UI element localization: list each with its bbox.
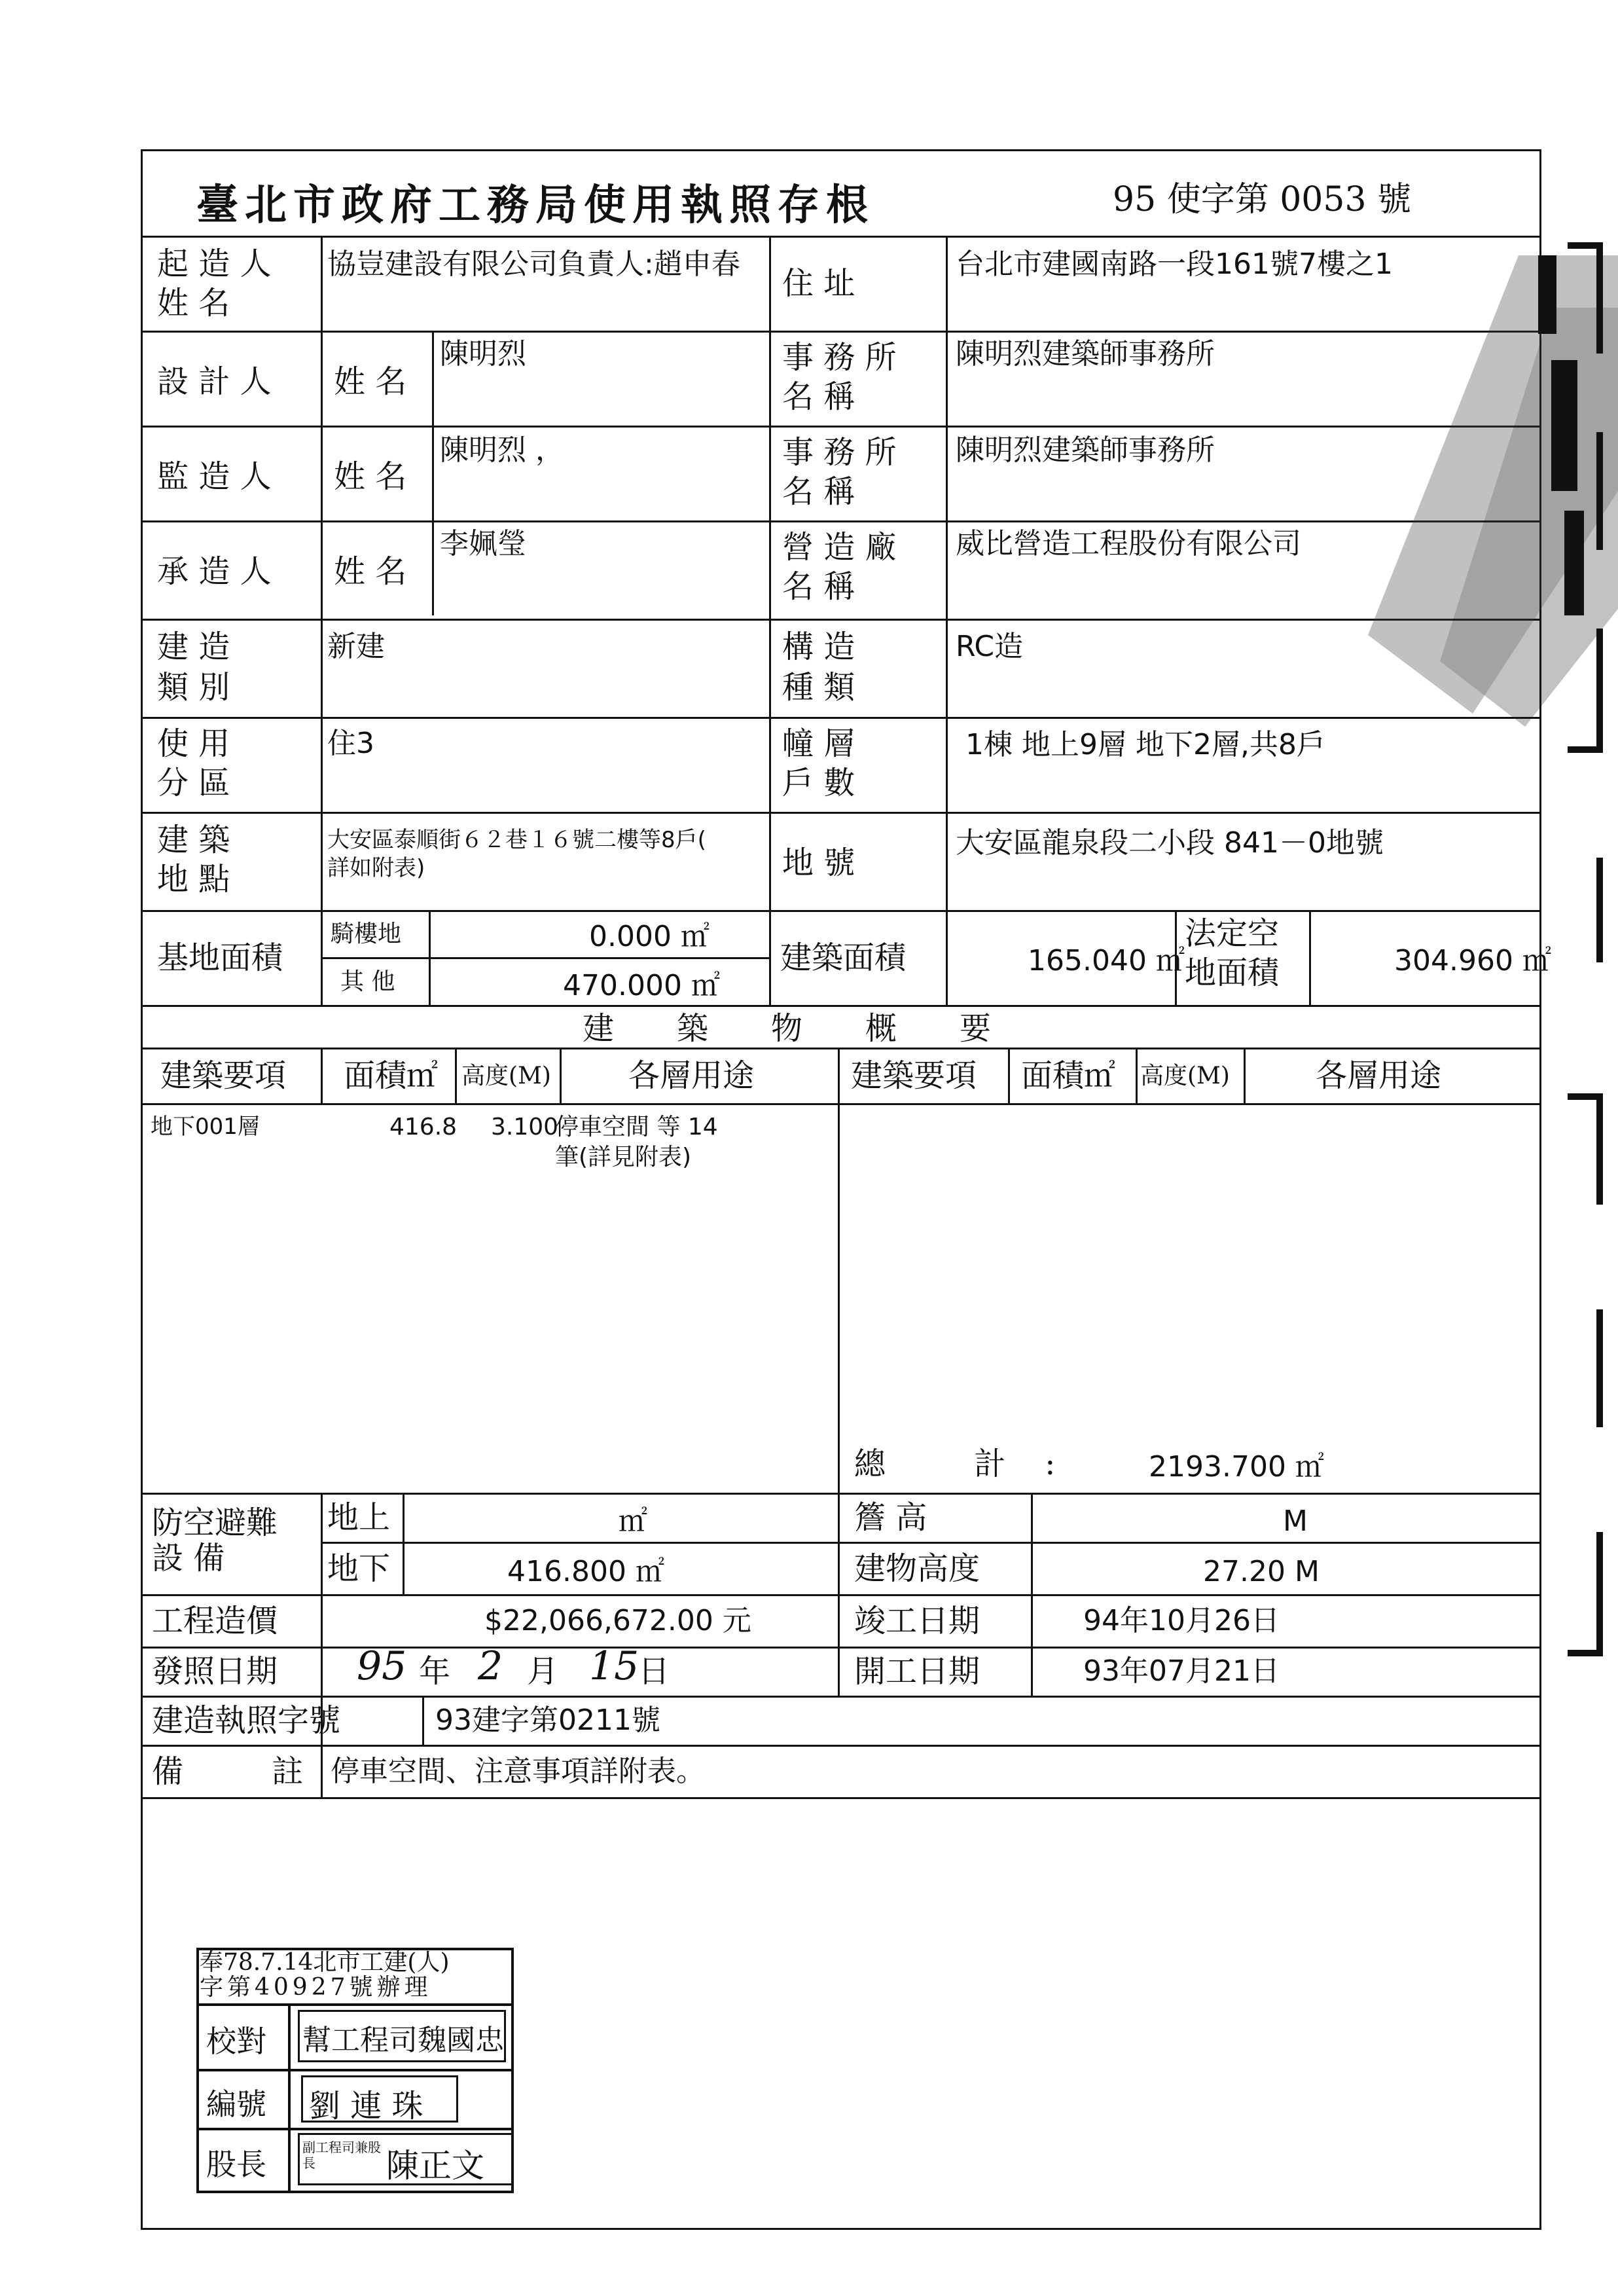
rule — [321, 957, 769, 959]
rule — [141, 1696, 1541, 1698]
builder-value: 協豈建設有限公司負責人:趙申春 — [327, 247, 740, 281]
rule — [560, 1048, 562, 1103]
col-height-right: 高度(M) — [1140, 1063, 1230, 1089]
stamp-line2: 字第40927號辦理 — [200, 1974, 432, 2001]
contractor-label: 承 造 人 — [157, 553, 272, 590]
construction-permit-label: 建造執照字號 — [152, 1702, 341, 1739]
rule — [141, 1797, 1541, 1799]
stamp-rule — [288, 2003, 291, 2193]
permit-number: 95 使字第 0053 號 — [1113, 180, 1412, 219]
issue-year-unit: 年 — [419, 1653, 451, 1690]
rule — [141, 1103, 1541, 1105]
lot-value: 大安區龍泉段二小段 841－0地號 — [956, 826, 1384, 860]
builder-address-value: 台北市建國南路一段161號7樓之1 — [956, 247, 1393, 281]
finish-date-value: 94年10月26日 — [1083, 1604, 1280, 1637]
builder-address-label: 住 址 — [782, 265, 855, 302]
col-use-left: 各層用途 — [628, 1057, 755, 1094]
remark-value: 停車空間、注意事項詳附表。 — [331, 1755, 705, 1788]
site-value-line1: 大安區泰順街６２巷１６號二樓等8戶( — [327, 827, 706, 853]
supervisor-name-label: 姓 名 — [334, 458, 407, 495]
supervisor-office-label-line1: 事 務 所 — [782, 434, 897, 471]
stamp-chief-value: 陳正文 — [386, 2147, 484, 2185]
rule — [141, 1048, 1541, 1049]
designer-label: 設 計 人 — [157, 363, 272, 400]
finish-date-label: 竣工日期 — [854, 1603, 980, 1639]
builder-label-line2: 姓 名 — [157, 285, 230, 321]
supervisor-office-label-line2: 名 稱 — [782, 473, 855, 510]
margin-glyph-column — [1568, 242, 1613, 1879]
supervisor-office: 陳明烈建築師事務所 — [956, 433, 1215, 467]
structure-value: RC造 — [956, 630, 1024, 663]
shelter-above-label: 地上 — [327, 1499, 391, 1536]
zone-value: 住3 — [327, 727, 374, 760]
construction-permit-value: 93建字第0211號 — [435, 1704, 660, 1737]
contractor-office-label-line1: 營 造 廠 — [782, 529, 897, 566]
rule — [422, 1696, 424, 1745]
build-type-label-line2: 類 別 — [157, 669, 230, 706]
issue-month-unit: 月 — [527, 1653, 559, 1690]
rule — [141, 1005, 1541, 1007]
start-date-label: 開工日期 — [854, 1653, 980, 1690]
site-value-line2: 詳如附表) — [327, 855, 425, 881]
summary-heading: 建 築 物 概 要 — [583, 1010, 992, 1047]
rule — [946, 236, 948, 1005]
stamp-number-label: 編號 — [206, 2086, 266, 2122]
stamp-chief-title: 副工程司兼股長 — [302, 2140, 381, 2171]
rule — [321, 236, 323, 1005]
total-value: 2193.700 ㎡ — [1149, 1450, 1324, 1484]
shelter-label-line1: 防空避難 — [152, 1504, 278, 1541]
building-area-label: 建築面積 — [780, 939, 907, 976]
contractor-office-label-line2: 名 稱 — [782, 568, 855, 605]
total-label: 總 計: — [854, 1446, 1095, 1482]
designer-office-label-line1: 事 務 所 — [782, 339, 897, 376]
open-area-label-line2: 地面積 — [1185, 955, 1280, 991]
contractor-office: 威比營造工程股份有限公司 — [956, 527, 1301, 560]
zone-label-line1: 使 用 — [157, 725, 230, 762]
col-area-right: 面積㎡ — [1021, 1057, 1116, 1094]
rule — [141, 1594, 1541, 1596]
official-seal-mark — [1276, 216, 1618, 936]
rule — [455, 1048, 457, 1103]
floor-row-area: 416.8 — [389, 1114, 458, 1140]
building-height-label: 建物高度 — [854, 1550, 980, 1587]
shelter-label-line2: 設 備 — [152, 1540, 225, 1576]
remark-label: 備 註 — [152, 1753, 304, 1790]
rule — [838, 1048, 840, 1696]
floors-label-line1: 幢 層 — [782, 725, 855, 762]
stamp-rule — [196, 2003, 514, 2006]
supervisor-label: 監 造 人 — [157, 458, 272, 495]
supervisor-name: 陳明烈 ， — [440, 433, 564, 467]
rule — [1244, 1048, 1246, 1103]
issue-date-label: 發照日期 — [152, 1653, 278, 1690]
cost-value: $22,066,672.00 元 — [484, 1604, 751, 1637]
stamp-rule — [196, 2069, 514, 2071]
contractor-name-label: 姓 名 — [334, 553, 407, 590]
other-label: 其 他 — [340, 968, 395, 995]
builder-label-line1: 起 造 人 — [157, 246, 272, 282]
site-label-line2: 地 點 — [157, 861, 230, 898]
shelter-below-label: 地下 — [327, 1550, 391, 1587]
structure-label-line1: 構 造 — [782, 629, 855, 665]
cost-label: 工程造價 — [152, 1603, 278, 1639]
structure-label-line2: 種 類 — [782, 669, 855, 706]
floor-row-use-line1: 停車空間 等 14 — [555, 1114, 718, 1140]
open-area-label-line1: 法定空 — [1185, 915, 1280, 952]
floors-value: 1棟 地上9層 地下2層,共8戶 — [965, 728, 1325, 761]
col-height-left: 高度(M) — [461, 1063, 551, 1089]
floor-row-height: 3.100 — [491, 1114, 559, 1140]
contractor-name: 李姵瑩 — [440, 527, 526, 560]
lot-label: 地 號 — [782, 845, 855, 881]
stamp-chief-label: 股長 — [206, 2147, 266, 2182]
stamp-number-value: 劉 連 珠 — [309, 2088, 423, 2124]
build-type-label-line1: 建 造 — [157, 629, 230, 665]
designer-office-label-line2: 名 稱 — [782, 378, 855, 415]
site-area-label: 基地面積 — [157, 939, 283, 976]
rule — [1031, 1493, 1033, 1696]
document-title: 臺北市政府工務局使用執照存根 — [196, 181, 874, 230]
stamp-check-label: 校對 — [206, 2024, 266, 2059]
issue-month-handwritten: 2 — [478, 1643, 503, 1689]
rule — [403, 1493, 404, 1594]
rule — [1008, 1048, 1010, 1103]
rule — [432, 331, 434, 615]
issue-day-unit: 日 — [638, 1653, 670, 1690]
rule — [429, 910, 431, 1005]
col-item-right: 建築要項 — [851, 1057, 977, 1094]
issue-day-handwritten: 15 — [589, 1643, 639, 1689]
rule — [141, 1493, 1541, 1495]
stamp-check-value: 幫工程司魏國忠 — [302, 2024, 504, 2057]
rule — [321, 1048, 323, 1103]
stamp-line1: 奉78.7.14北市工建(人) — [200, 1949, 450, 1976]
col-use-right: 各層用途 — [1316, 1057, 1442, 1094]
rule — [769, 236, 771, 1005]
rule — [321, 1542, 838, 1544]
rule — [141, 1745, 1541, 1747]
designer-office: 陳明烈建築師事務所 — [956, 337, 1215, 371]
zone-label-line2: 分 區 — [157, 765, 230, 801]
shelter-below-value: 416.800 ㎡ — [507, 1555, 664, 1588]
col-area-left: 面積㎡ — [344, 1057, 439, 1094]
eave-label: 簷 高 — [854, 1499, 927, 1536]
rule — [141, 1647, 1541, 1649]
build-type-value: 新建 — [327, 630, 385, 663]
rule — [1136, 1048, 1138, 1103]
rule — [321, 1493, 323, 1797]
other-value: 470.000 ㎡ — [563, 969, 720, 1002]
col-item-left: 建築要項 — [160, 1057, 287, 1094]
floors-label-line2: 戶 數 — [782, 765, 855, 801]
arcade-label: 騎樓地 — [331, 920, 402, 947]
start-date-value: 93年07月21日 — [1083, 1654, 1280, 1688]
shelter-above-value: ㎡ — [619, 1504, 647, 1538]
stamp-rule — [196, 2128, 514, 2130]
building-area-value: 165.040 ㎡ — [1028, 944, 1185, 977]
arcade-value: 0.000 ㎡ — [589, 920, 710, 953]
site-label-line1: 建 築 — [157, 822, 230, 858]
issue-year-handwritten: 95 — [357, 1643, 407, 1689]
floor-row-name: 地下001層 — [151, 1114, 260, 1140]
rule — [838, 1542, 1541, 1544]
designer-name-label: 姓 名 — [334, 363, 407, 400]
eave-value: M — [1283, 1504, 1308, 1538]
designer-name: 陳明烈 — [440, 337, 526, 371]
building-height-value: 27.20 M — [1203, 1555, 1320, 1588]
open-area-value: 304.960 ㎡ — [1394, 944, 1551, 977]
floor-row-use-line2: 筆(詳見附表) — [555, 1144, 692, 1171]
